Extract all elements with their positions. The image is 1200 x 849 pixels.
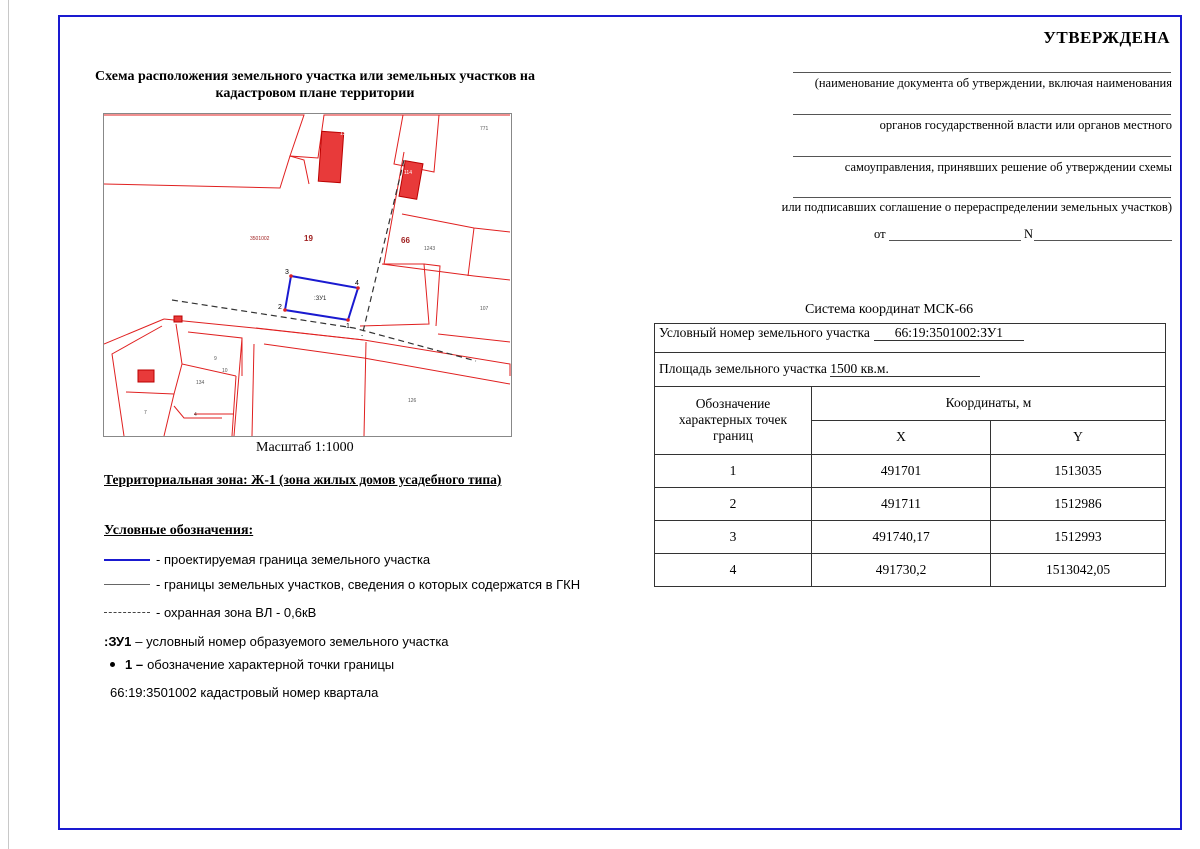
approved-heading: УТВЕРЖДЕНА: [1043, 28, 1170, 47]
building: [174, 316, 182, 322]
table-header-row: [655, 386, 1166, 420]
building: [318, 131, 343, 182]
signature-line-1: [793, 72, 1171, 73]
map-label-small: 771: [480, 126, 489, 132]
legend-point-label: 1 –: [125, 657, 144, 672]
legend-quarter-text: 66:19:3501002 кадастровый номер квартала: [110, 685, 379, 700]
cell-y: 1513035: [991, 454, 1166, 487]
parcel-boundary: [252, 344, 254, 436]
map-scale: Масштаб 1:1000: [256, 440, 354, 455]
plot-number-label: Условный номер земельного участка: [659, 324, 870, 340]
legend-quarter-row: [110, 685, 378, 700]
buildings: [138, 131, 423, 382]
map-label-small: 9: [214, 356, 217, 362]
building-label: 135: [340, 131, 349, 137]
map-label-small: 3501002: [250, 236, 270, 242]
map-label-small: 107: [480, 306, 489, 312]
table-row: [655, 487, 1166, 520]
cell-x: 491730,2: [812, 553, 991, 586]
territorial-zone: Территориальная зона: Ж-1 (зона жилых домов усадебного типа): [104, 472, 502, 487]
cell-x: 491701: [812, 454, 991, 487]
protection-zone-line: [172, 300, 476, 361]
parcel-number-19: 19: [304, 234, 313, 243]
cell-point: 1: [655, 454, 812, 487]
date-field: [889, 240, 1021, 241]
col-point-header: Обозначение характерных точек границ: [655, 386, 812, 454]
legend-title: Условные обозначения:: [104, 523, 254, 538]
legend-item: [104, 605, 316, 620]
legend-item: [104, 552, 430, 567]
legend-point-text: обозначение характерной точки границы: [147, 657, 395, 672]
page-edge-rule: [8, 0, 9, 849]
number-label: N: [1024, 227, 1034, 241]
map-label-small: 7: [144, 410, 147, 416]
legend-item: [104, 577, 580, 592]
cell-point: 2: [655, 487, 812, 520]
number-field: [1034, 240, 1172, 241]
legend-item-text: - охранная зона ВЛ - 0,6кВ: [156, 605, 317, 620]
parcel-boundary: [232, 376, 236, 436]
plot-label: :ЗУ1: [314, 296, 327, 302]
legend-point-row: [110, 657, 394, 672]
cell-y: 1513042,05: [991, 553, 1166, 586]
parcel-boundary: [264, 344, 510, 384]
building: [138, 370, 154, 382]
building-label: 114: [404, 170, 412, 176]
cell-point: 4: [655, 553, 812, 586]
col-coords-header: Координаты, м: [812, 386, 1166, 420]
col-x-header: X: [812, 420, 991, 454]
parcel-boundary: [104, 115, 510, 158]
parcel-boundary: [468, 228, 474, 276]
map-label-small: 126: [408, 398, 417, 404]
table-row: [655, 553, 1166, 586]
cell-y: 1512993: [991, 520, 1166, 553]
cell-x: 491740,17: [812, 520, 991, 553]
signature-line-4: [793, 197, 1171, 198]
cell-y: 1512986: [991, 487, 1166, 520]
parcel-boundary: [164, 394, 174, 436]
parcel-boundary: [384, 152, 404, 264]
corner-point-2: [283, 308, 287, 312]
corner-point-1: [346, 318, 350, 322]
approval-note-2: органов государственной власти или органов местного: [879, 118, 1172, 132]
point-label-4: 4: [355, 280, 359, 287]
legend-code-text: – условный номер образуемого земельного участка: [135, 634, 449, 649]
parcel-boundary: [438, 334, 510, 342]
cadastral-map: [103, 113, 512, 437]
area-value: 1500 кв.м.: [830, 361, 980, 377]
legend-code-label: :ЗУ1: [104, 634, 132, 649]
building: [399, 161, 423, 200]
corner-point-3: [289, 274, 293, 278]
plot-number-cell: [655, 324, 1166, 342]
table-row: [655, 324, 1166, 342]
bullet-icon: [110, 662, 115, 667]
existing-parcel-boundaries: [104, 115, 510, 436]
area-cell: [655, 352, 1166, 386]
map-label-small: 4: [194, 412, 197, 418]
parcel-boundary: [104, 156, 309, 188]
cell-point: 3: [655, 520, 812, 553]
gray-line-icon: [104, 584, 150, 585]
approval-note-1: (наименование документа об утверждении, включая наименования: [814, 76, 1172, 90]
parcel-boundary: [364, 342, 366, 436]
parcel-boundary: [164, 319, 510, 376]
approval-note-4: или подписавших соглашение о перераспределении земельных участков): [781, 200, 1172, 214]
col-y-header: Y: [991, 420, 1166, 454]
coordinate-system: Система координат МСК-66: [805, 302, 974, 317]
table-row: [655, 520, 1166, 553]
dashed-line-icon: [104, 612, 150, 613]
parcel-number-66: 66: [401, 236, 410, 245]
parcel-boundary: [382, 264, 510, 280]
coordinates-table: [654, 323, 1166, 587]
point-label-1: 1: [346, 323, 350, 330]
table-row: [655, 454, 1166, 487]
date-label: от: [874, 227, 886, 241]
legend-item-text: - границы земельных участков, сведения о которых содержатся в ГКН: [156, 577, 581, 592]
cell-x: 491711: [812, 487, 991, 520]
parcel-boundary: [360, 264, 429, 326]
legend-code-row: [104, 634, 449, 649]
blue-line-icon: [104, 559, 150, 561]
signature-line-2: [793, 114, 1171, 115]
map-label-small: 10: [222, 368, 228, 374]
table-row: [655, 352, 1166, 386]
approval-note-3: самоуправления, принявших решение об утверждении схемы: [844, 160, 1172, 174]
parcel-boundary: [402, 214, 510, 232]
parcel-boundary: [104, 319, 164, 344]
point-label-3: 3: [285, 269, 289, 276]
point-label-2: 2: [278, 304, 282, 311]
plot-number-value: 66:19:3501002:ЗУ1: [874, 325, 1024, 341]
map-label-small: 134: [196, 380, 205, 386]
spacer-cell: [655, 342, 1166, 353]
map-label-small: 1243: [424, 246, 436, 252]
signature-line-3: [793, 156, 1171, 157]
parcel-boundary: [174, 406, 222, 418]
approval-date-row: [874, 227, 1174, 243]
table-row: [655, 342, 1166, 353]
legend-item-text: - проектируемая граница земельного участка: [156, 552, 431, 567]
parcel-boundary: [188, 332, 242, 376]
scheme-title: Схема расположения земельного участка или земельных участков на кадастровом плане территории: [95, 69, 535, 101]
area-label: Площадь земельного участка: [659, 361, 827, 376]
